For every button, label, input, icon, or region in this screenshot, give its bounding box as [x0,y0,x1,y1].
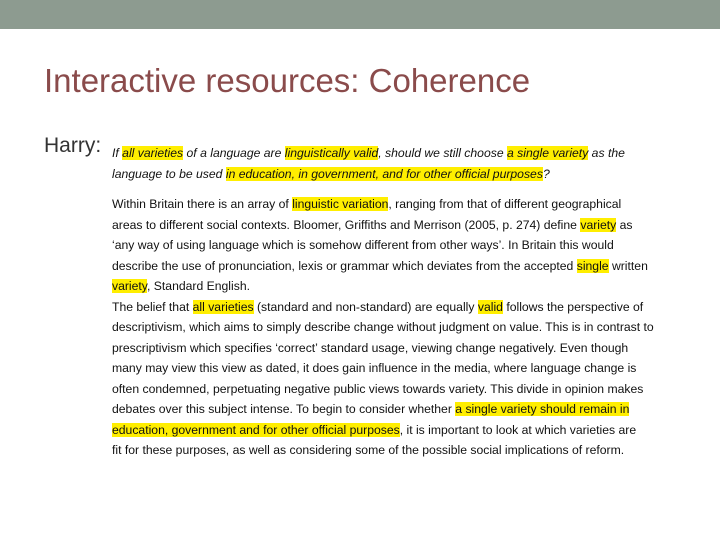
text-run: fit for these purposes, as well as considering some of the possible social implications of reform. [112,443,625,457]
text-run: descriptivism, which aims to simply describe change without judgment on value. This is in contrast to [112,320,654,334]
highlighted-phrase: all varieties [192,299,254,314]
slide-title: Interactive resources: Coherence [44,62,531,99]
text-run: ? [542,166,550,181]
paragraph-line [112,297,712,318]
paragraph-line [112,276,712,297]
paragraph-line [112,256,712,277]
highlighted-phrase: variety [580,217,617,232]
question-line [112,164,712,185]
text-run: If [112,146,123,160]
text-run: , should we still choose [378,146,507,160]
text-run: (standard and non-standard) are equally [253,299,478,314]
highlighted-phrase: a single variety should remain in [455,402,630,416]
paragraph-line [112,399,712,420]
highlighted-phrase: variety [112,279,147,293]
paragraph-line [112,379,712,400]
question-line [112,143,712,164]
text-run: many may view this view as dated, it does gain influence in the media, where language change is [112,361,637,375]
highlighted-phrase: in education, in government, and for other official purposes [225,166,543,181]
text-run: prescriptivism which specifies ‘correct’ standard usage, viewing change negatively. Even though [112,340,629,355]
paragraph-line [112,420,712,441]
essay-excerpt [112,143,712,461]
highlighted-phrase: linguistic variation [292,197,389,211]
paragraph-line [112,440,712,461]
paragraph-line [112,317,712,338]
paragraph-line [112,338,712,359]
text-run: as [616,217,633,232]
text-run: often condemned, perpetuating negative public views towards variety. This divide in opinion makes [112,381,644,396]
highlighted-phrase: a single variety [507,146,589,160]
text-run: written [608,258,648,273]
highlighted-phrase: linguistically valid [284,146,379,160]
text-run: The belief that [112,299,193,314]
highlighted-phrase: education, government and for other official purposes [112,422,400,437]
text-run: follows the perspective of [502,299,644,314]
text-run: debates over this subject intense. To begin to consider whether [112,402,456,416]
highlighted-phrase: all varieties [122,146,184,160]
text-run: describe the use of pronunciation, lexis or grammar which deviates from the accepted [112,258,577,273]
highlighted-phrase: valid [477,299,503,314]
text-run: as the [588,146,625,160]
highlighted-phrase: single [576,258,609,273]
top-banner-bar [0,0,720,29]
paragraph-line [112,235,712,256]
text-run: , Standard English. [147,279,250,293]
text-run: ‘any way of using language which is somehow different from other ways’. In Britain this would [112,238,614,252]
text-run: , it is important to look at which varieties are [399,422,637,437]
paragraph-line [112,194,712,215]
text-run: language to be used [112,166,226,181]
text-run: areas to different social contexts. Bloomer, Griffiths and Merrison (2005, p. 274) define [112,217,581,232]
text-run: Within Britain there is an array of [112,197,293,211]
paragraph-line [112,215,712,236]
paragraph-gap [112,184,712,194]
paragraph-line [112,358,712,379]
speaker-label: Harry: [44,134,102,157]
text-run: , ranging from that of different geographical [388,197,622,211]
text-run: of a language are [183,146,285,160]
